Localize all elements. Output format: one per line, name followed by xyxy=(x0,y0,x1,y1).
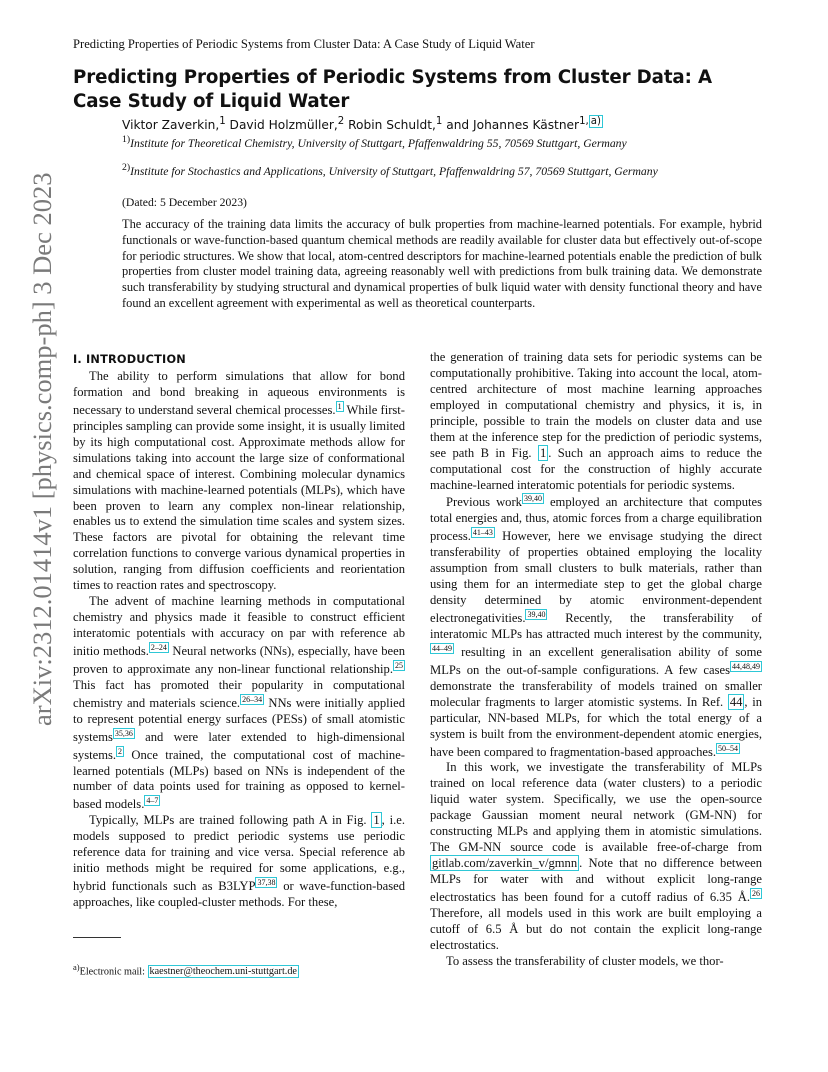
figure-link[interactable]: 1 xyxy=(539,445,547,460)
footnote: $^{a)}$Electronic mail: kaestner@theochem.uni-stuttgart.de xyxy=(73,962,297,978)
author-name: and Johannes Kästner xyxy=(442,118,580,133)
affiliation: $^{2)}$Institute for Stochastics and Applications, University of Stuttgart, Pfaffenwaldring 57, 70569 Stuttgart, Germany xyxy=(122,162,658,178)
citation-link[interactable]: 26–34 xyxy=(242,694,263,704)
citation-link[interactable]: 41–43 xyxy=(472,528,493,538)
citation-link[interactable]: 44,48,49 xyxy=(732,661,760,671)
date-line: (Dated: 5 December 2023) xyxy=(122,196,247,209)
email-link[interactable]: kaestner@theochem.uni-stuttgart.de xyxy=(149,966,297,978)
paragraph: The advent of machine learning methods in computational chemistry and physics made it feasible to construct efficient interatomic potentials with accuracy on par with reference ab initio methods. 2–24 Neural networks (NNs), especially, have been proven to approximate any non-linear functional relationship. 25 This fact has promoted their popularity in computational chemistry and materials science. 26–34 NNs were initially applied to represent potential energy surfaces (PESs) of small atomistic systems 35,36 and were later extended to high-dimensional systems. 2 Once trained, the computational cost of machine-learned potentials (MLPs) based on NNs is independent of the number of data points used for training as opposed to kernel-based models. 4–7 xyxy=(73,594,405,812)
right-column xyxy=(430,350,762,970)
paper-title: Predicting Properties of Periodic Systems from Cluster Data: A Case Study of Liquid Water xyxy=(73,67,712,112)
affiliation: $^{1)}$Institute for Theoretical Chemistry, University of Stuttgart, Pfaffenwaldring 55, 70569 Stuttgart, Germany xyxy=(122,134,627,150)
footnote-link[interactable]: a) xyxy=(590,116,601,127)
citation-link[interactable]: 44–49 xyxy=(432,643,452,653)
author-affil-mark: 1 xyxy=(219,116,226,127)
author-name: Robin Schuldt, xyxy=(344,118,436,133)
author-name: Viktor Zaverkin, xyxy=(122,118,220,133)
figure-link[interactable]: 1 xyxy=(373,813,380,828)
gmnn-url-link[interactable]: gitlab.com/zaverkin_v/gmnn xyxy=(432,856,578,871)
citation-link[interactable]: 2–24 xyxy=(150,642,167,652)
paragraph: the generation of training data sets for periodic systems can be computationally prohibitive. Taking into account the local, atom-centred architecture of most machine learning approaches employed in computational chemistry and physics, it is, in principle, possible to train the models on cluster data and use them at the inference step for the prediction of periodic systems, see path B in Fig. 1 . Such an approach aims to reduce the computational cost for the construction of highly accurate machine-learned interatomic potentials for periodic systems. xyxy=(430,350,762,492)
paragraph: To assess the transferability of cluster models, we thor- xyxy=(446,953,724,968)
author-affil-mark: 2 xyxy=(337,116,345,127)
author-list xyxy=(122,116,603,132)
running-header: Predicting Properties of Periodic Systems from Cluster Data: A Case Study of Liquid Water xyxy=(73,37,535,51)
paragraph: Previous work 39,40 employed an architecture that computes total energies and, thus, atomic forces from a charge equilibration process. 41–43 However, here we envisage studying the direct transferability of properties obtained employing the locality assumption from small clusters to bulk materials, rather than using them for an intermediate step to get the global charge density determined by atomic environment-dependent electronegativities. 39,40 Recently, the transferability of interatomic MLPs has attracted much interest by the community,44–49 resulting in an excellent generalisation ability of some MLPs on the out-of-sample configurations. A few cases 44,48,49 demonstrate the transferability of models trained on smaller molecular fragments to larger atomistic systems. In Ref. 44 , in particular, NN-based MLPs, for which the total energy of a system is built from the environment-dependent atomic energies, have been compared to fragmentation-based approaches. 50–54 xyxy=(430,494,763,759)
footnote-divider xyxy=(73,937,121,938)
paragraph: In this work, we investigate the transferability of MLPs trained on local reference data (water clusters) to a periodic liquid water system. Specifically, we use the open-source package Gaussian moment neural network (GM-NN) for constructing MLPs and applying them in atomistic simulations. The GM-NN source code is available free-of-charge from gitlab.com/zaverkin_v/gmnn . Note that no difference between MLPs for water with and without explicit long-range electrostatics has been found for a cutoff radius of 6.35 Å. 26 Therefore, all models used in this work are built employing a cutoff of 6.5 Å but do not contain the explicit long-range electrostatics. xyxy=(430,760,762,952)
citation-link[interactable]: 1 xyxy=(337,401,342,411)
arxiv-identifier: arXiv:2312.01414v1 [physics.comp-ph] 3 Dec 2023 xyxy=(27,172,57,726)
citation-link[interactable]: 37,38 xyxy=(257,878,276,888)
paragraph: The ability to perform simulations that allow for bond formation and bond breaking in aqueous environments is necessary to understand several chemical processes. 1 While first-principles sampling can provide some insight, it is usually limited by its high computational cost. Approximate methods allow for simulations taking into account the large size of conformational and chemical space of interest. Combining molecular dynamics simulations with machine-learned potentials (MLPs), which have been proven to learn any complex non-linear relationship, enables us to extend the simulation time scales and system sizes. These factors are pivotal for obtaining the relevant time correlation functions to converge various dynamical properties in solution, ranging from diffusion coefficients and reorientation times to reaction rates and spectroscopy. xyxy=(73,369,405,593)
reference-link[interactable]: 44 xyxy=(729,694,743,709)
citation-link[interactable]: 39,40 xyxy=(527,610,546,619)
citation-link[interactable]: 50–54 xyxy=(718,743,739,753)
author-name: David Holzmüller, xyxy=(225,118,338,133)
section-heading: I. INTRODUCTION xyxy=(73,353,186,366)
author-affil-mark: 1, a) xyxy=(579,116,601,127)
citation-link[interactable]: 35,36 xyxy=(114,728,133,738)
paragraph: Typically, MLPs are trained following path A in Fig. 1 , i.e. models supposed to predict periodic systems use periodic reference data for training and vice versa. Special reference ab initio methods might be required for some applications, e.g., hybrid functionals such as B3LYP 37,38 or wave-function-based approaches, like coupled-cluster methods. For these, xyxy=(73,813,405,909)
citation-link[interactable]: 4–7 xyxy=(146,796,159,806)
citation-link[interactable]: 25 xyxy=(395,660,403,670)
left-column xyxy=(73,350,405,911)
citation-link[interactable]: 26 xyxy=(752,888,760,898)
citation-link[interactable]: 2 xyxy=(118,746,123,756)
author-affil-mark: 1 xyxy=(435,116,443,127)
citation-link[interactable]: 39,40 xyxy=(523,494,542,504)
abstract: The accuracy of the training data limits the accuracy of bulk properties from machine-learned potentials. For example, hybrid functionals or wave-function-based quantum chemical methods are readily available for cluster data but effectively out-of-scope for periodic structures. We show that local, atom-centred descriptors for machine-learned potentials enable the prediction of bulk properties from cluster model training data, agreeing reasonably well with predictions from bulk training data. We demonstrate such transferability by studying structural and dynamical properties of bulk liquid water with density functional theory and have found an excellent agreement with experimental as well as theoretical counterparts. xyxy=(122,217,762,310)
